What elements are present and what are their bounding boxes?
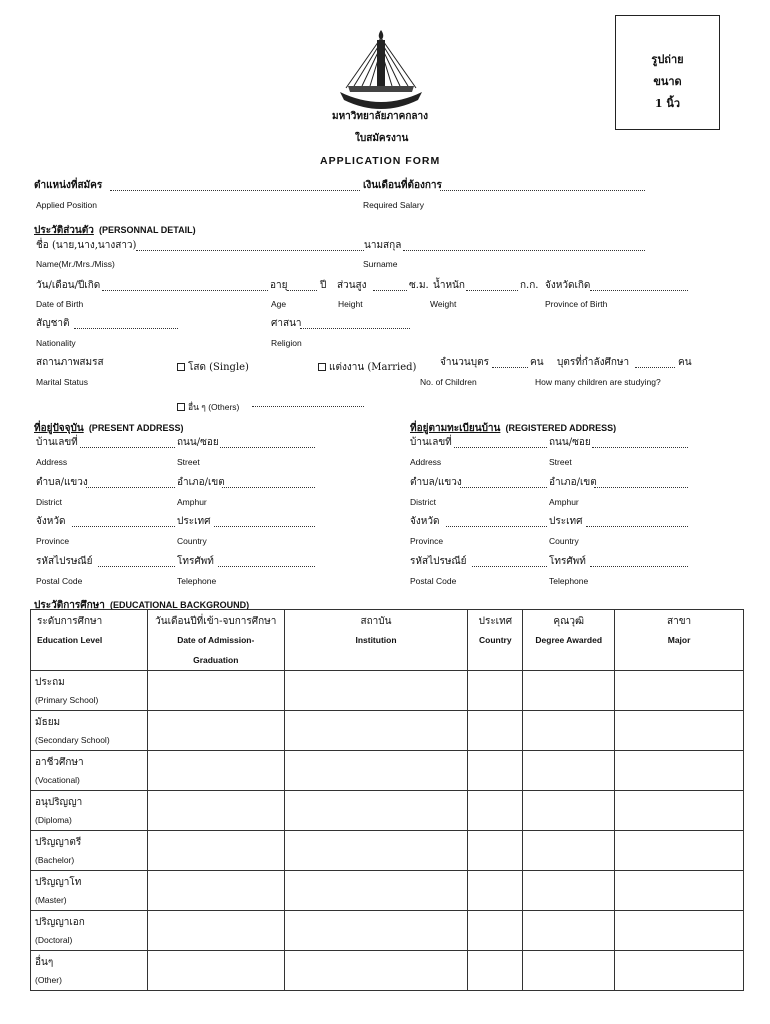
present-address-label-en: Address xyxy=(36,457,68,467)
registered-street-field[interactable] xyxy=(592,447,688,448)
religion-label-th: ศาสนา xyxy=(271,318,302,329)
single-checkbox[interactable] xyxy=(177,363,185,371)
header-major-en: Major xyxy=(667,635,691,645)
marital-status-label-en: Marital Status xyxy=(36,377,88,387)
level-bachelor-th: ปริญญาตรี xyxy=(35,837,82,848)
studying-children-field[interactable] xyxy=(635,367,675,368)
registered-house-no-field[interactable] xyxy=(454,447,547,448)
table-row xyxy=(31,871,744,911)
nationality-label-th: สัญชาติ xyxy=(36,318,70,329)
degree-cell[interactable] xyxy=(523,751,615,791)
registered-country-label-en: Country xyxy=(549,536,579,546)
country-cell[interactable] xyxy=(468,711,523,751)
date-cell[interactable] xyxy=(147,831,284,871)
major-cell[interactable] xyxy=(615,791,744,831)
level-master-en: (Master) xyxy=(35,895,67,905)
province-of-birth-field[interactable] xyxy=(590,290,688,291)
present-district-field[interactable] xyxy=(86,487,175,488)
registered-address-heading-th: ที่อยู่ตามทะเบียนบ้าน xyxy=(410,423,501,434)
present-country-label-en: Country xyxy=(177,536,207,546)
country-cell[interactable] xyxy=(468,871,523,911)
required-salary-label-th: เงินเดือนที่ต้องการ xyxy=(363,180,442,191)
applied-position-field[interactable] xyxy=(110,190,360,191)
religion-field[interactable] xyxy=(300,328,410,329)
education-heading-th: ประวัติการศึกษา xyxy=(34,600,105,611)
age-label-en: Age xyxy=(271,299,287,309)
header-education-level xyxy=(31,610,148,671)
children-label-th: จำนวนบุตร xyxy=(440,357,489,368)
form-title-thai: ใบสมัครงาน xyxy=(355,133,409,144)
present-address-heading-en: (PRESENT ADDRESS) xyxy=(88,423,184,433)
registered-address-heading-en: (REGISTERED ADDRESS) xyxy=(505,423,617,433)
header-date-of-admission xyxy=(147,610,284,671)
others-checkbox[interactable] xyxy=(177,403,185,411)
surname-label-en: Surname xyxy=(363,259,398,269)
dob-label-en: Date of Birth xyxy=(36,299,84,309)
registered-province-label-en: Province xyxy=(410,536,444,546)
applied-position-label-en: Applied Position xyxy=(36,200,97,210)
present-district-label-en: District xyxy=(36,497,62,507)
table-row xyxy=(31,911,744,951)
level-bachelor-en: (Bachelor) xyxy=(35,855,75,865)
university-name: มหาวิทยาลัยภาคกลาง xyxy=(332,111,429,122)
year-unit: ปี xyxy=(320,280,327,291)
others-label: อื่น ๆ (Others) xyxy=(188,402,240,412)
level-diploma-th: อนุปริญญา xyxy=(35,797,83,808)
institution-cell[interactable] xyxy=(284,711,468,751)
major-cell[interactable] xyxy=(615,951,744,991)
degree-cell[interactable] xyxy=(523,951,615,991)
institution-cell[interactable] xyxy=(284,911,468,951)
province-of-birth-label-en: Province of Birth xyxy=(545,299,608,309)
registered-district-label-th: ตำบล/แขวง xyxy=(410,477,462,488)
others-field[interactable] xyxy=(252,406,364,407)
degree-cell[interactable] xyxy=(523,831,615,871)
applied-position-label-th: ตำแหน่งที่สมัคร xyxy=(34,180,103,191)
present-postal-label-en: Postal Code xyxy=(36,576,83,586)
registered-address-label-en: Address xyxy=(410,457,442,467)
registered-province-label-th: จังหวัด xyxy=(410,516,440,527)
institution-cell[interactable] xyxy=(284,671,468,711)
country-cell[interactable] xyxy=(468,791,523,831)
level-doctoral-en: (Doctoral) xyxy=(35,935,73,945)
nationality-label-en: Nationality xyxy=(36,338,76,348)
date-cell[interactable] xyxy=(147,671,284,711)
personal-detail-heading xyxy=(34,218,196,238)
registered-postal-label-en: Postal Code xyxy=(410,576,457,586)
header-institution-en: Institution xyxy=(355,635,397,645)
present-address-heading-th: ที่อยู่ปัจจุบัน xyxy=(34,423,84,434)
level-cell-primary xyxy=(31,671,148,711)
present-phone-label-th: โทรศัพท์ xyxy=(177,556,214,567)
country-cell[interactable] xyxy=(468,671,523,711)
date-cell[interactable] xyxy=(147,711,284,751)
photo-label-line2: ขนาด xyxy=(653,75,682,88)
level-primary-en: (Primary School) xyxy=(35,695,99,705)
level-cell-master xyxy=(31,871,148,911)
present-amphur-field[interactable] xyxy=(222,487,315,488)
degree-cell[interactable] xyxy=(523,911,615,951)
education-table-header-row xyxy=(31,610,744,671)
studying-children-label-en: How many children are studying? xyxy=(535,377,661,387)
level-secondary-th: มัธยม xyxy=(35,717,61,728)
country-cell[interactable] xyxy=(468,831,523,871)
kg-unit: ก.ก. xyxy=(520,280,539,291)
present-amphur-label-en: Amphur xyxy=(177,497,207,507)
registered-address-heading xyxy=(410,416,616,436)
level-secondary-en: (Secondary School) xyxy=(35,735,110,745)
children-unit: คน xyxy=(530,357,544,368)
children-label-en: No. of Children xyxy=(420,377,477,387)
married-option[interactable] xyxy=(318,355,416,375)
institution-cell[interactable] xyxy=(284,751,468,791)
degree-cell[interactable] xyxy=(523,791,615,831)
header-major-th: สาขา xyxy=(667,616,692,627)
table-row xyxy=(31,671,744,711)
degree-cell[interactable] xyxy=(523,871,615,911)
registered-amphur-label-en: Amphur xyxy=(549,497,579,507)
level-cell-diploma xyxy=(31,791,148,831)
level-vocational-th: อาชีวศึกษา xyxy=(35,757,84,768)
surname-label-th: นามสกุล xyxy=(364,240,402,251)
header-date-en: Date of Admission- xyxy=(177,635,255,645)
level-diploma-en: (Diploma) xyxy=(35,815,72,825)
institution-cell[interactable] xyxy=(284,791,468,831)
level-primary-th: ประถม xyxy=(35,677,65,688)
level-cell-bachelor xyxy=(31,831,148,871)
present-street-label-th: ถนน/ซอย xyxy=(177,437,219,448)
present-province-label-en: Province xyxy=(36,536,70,546)
level-vocational-en: (Vocational) xyxy=(35,775,80,785)
single-label: โสด (Single) xyxy=(188,362,249,373)
weight-field[interactable] xyxy=(466,290,518,291)
major-cell[interactable] xyxy=(615,711,744,751)
present-postal-label-th: รหัสไปรษณีย์ xyxy=(36,556,93,567)
children-count-field[interactable] xyxy=(492,367,528,368)
studying-children-label-th: บุตรที่กำลังศึกษา xyxy=(557,357,630,368)
level-master-th: ปริญญาโท xyxy=(35,877,82,888)
height-label-en: Height xyxy=(338,299,363,309)
header-country xyxy=(468,610,523,671)
institution-cell[interactable] xyxy=(284,831,468,871)
registered-amphur-label-th: อำเภอ/เขต xyxy=(549,477,597,488)
present-country-label-th: ประเทศ xyxy=(177,516,211,527)
table-row xyxy=(31,751,744,791)
marital-status-label-th: สถานภาพสมรส xyxy=(36,357,104,368)
age-field[interactable] xyxy=(287,290,317,291)
name-field[interactable] xyxy=(136,250,364,251)
level-cell-secondary xyxy=(31,711,148,751)
level-cell-other xyxy=(31,951,148,991)
personal-detail-heading-en: (PERSONNAL DETAIL) xyxy=(98,225,196,235)
present-country-field[interactable] xyxy=(214,526,315,527)
header-country-th: ประเทศ xyxy=(478,616,513,627)
header-degree-awarded xyxy=(523,610,615,671)
level-other-th: อื่นๆ xyxy=(35,957,54,968)
header-degree-en: Degree Awarded xyxy=(535,635,603,645)
registered-phone-label-en: Telephone xyxy=(549,576,589,586)
table-row xyxy=(31,831,744,871)
table-row xyxy=(31,791,744,831)
level-cell-vocational xyxy=(31,751,148,791)
present-street-label-en: Street xyxy=(177,457,200,467)
registered-house-no-label-th: บ้านเลขที่ xyxy=(410,437,452,448)
date-cell[interactable] xyxy=(147,751,284,791)
photo-label-line3: 1 นิ้ว xyxy=(654,97,681,110)
form-title-english: APPLICATION FORM xyxy=(320,155,441,167)
registered-country-field[interactable] xyxy=(586,526,688,527)
province-of-birth-label-th: จังหวัดเกิด xyxy=(545,280,591,291)
present-province-label-th: จังหวัด xyxy=(36,516,66,527)
name-label-th: ชื่อ (นาย,นาง,นางสาว) xyxy=(36,240,137,251)
level-doctoral-th: ปริญญาเอก xyxy=(35,917,85,928)
country-cell[interactable] xyxy=(468,951,523,991)
age-label-th: อายุ xyxy=(270,280,288,291)
height-field[interactable] xyxy=(373,290,407,291)
degree-cell[interactable] xyxy=(523,671,615,711)
date-cell[interactable] xyxy=(147,951,284,991)
country-cell[interactable] xyxy=(468,751,523,791)
surname-field[interactable] xyxy=(403,250,645,251)
major-cell[interactable] xyxy=(615,911,744,951)
registered-phone-field[interactable] xyxy=(590,566,688,567)
present-house-no-label-th: บ้านเลขที่ xyxy=(36,437,78,448)
header-institution xyxy=(284,610,468,671)
others-option[interactable] xyxy=(177,395,239,414)
present-district-label-th: ตำบล/แขวง xyxy=(36,477,88,488)
registered-postal-field[interactable] xyxy=(472,566,547,567)
major-cell[interactable] xyxy=(615,671,744,711)
major-cell[interactable] xyxy=(615,871,744,911)
education-heading-en: (EDUCATIONAL BACKGROUND) xyxy=(109,600,250,610)
header-education-level-th: ระดับการศึกษา xyxy=(37,616,103,627)
cm-unit: ซ.ม. xyxy=(409,280,429,291)
table-row xyxy=(31,951,744,991)
present-address-heading xyxy=(34,416,184,436)
present-phone-label-en: Telephone xyxy=(177,576,217,586)
degree-cell[interactable] xyxy=(523,711,615,751)
present-phone-field[interactable] xyxy=(218,566,315,567)
registered-phone-label-th: โทรศัพท์ xyxy=(549,556,586,567)
date-cell[interactable] xyxy=(147,871,284,911)
present-house-no-field[interactable] xyxy=(80,447,175,448)
institution-cell[interactable] xyxy=(284,951,468,991)
level-cell-doctoral xyxy=(31,911,148,951)
major-cell[interactable] xyxy=(615,751,744,791)
present-province-field[interactable] xyxy=(72,526,175,527)
registered-district-label-en: District xyxy=(410,497,436,507)
photo-placeholder-box xyxy=(615,15,720,130)
major-cell[interactable] xyxy=(615,831,744,871)
country-cell[interactable] xyxy=(468,911,523,951)
photo-label-line1: รูปถ่าย xyxy=(651,53,684,66)
institution-cell[interactable] xyxy=(284,871,468,911)
header-country-en: Country xyxy=(479,635,512,645)
header-degree-th: คุณวุฒิ xyxy=(553,616,585,627)
weight-label-th: น้ำหนัก xyxy=(433,280,465,291)
registered-district-field[interactable] xyxy=(460,487,547,488)
personal-detail-heading-th: ประวัติส่วนตัว xyxy=(34,225,94,236)
date-cell[interactable] xyxy=(147,911,284,951)
registered-province-field[interactable] xyxy=(446,526,547,527)
dob-field[interactable] xyxy=(102,290,268,291)
name-label-en: Name(Mr./Mrs./Miss) xyxy=(36,259,115,269)
header-date-en-line2: Graduation xyxy=(193,655,239,665)
present-postal-field[interactable] xyxy=(98,566,175,567)
height-label-th: ส่วนสูง xyxy=(337,280,367,291)
university-logo xyxy=(326,28,436,116)
married-label: แต่งงาน (Married) xyxy=(329,362,417,373)
dob-label-th: วัน/เดือน/ปีเกิด xyxy=(36,280,101,291)
header-date-th: วันเดือนปีที่เข้า-จบการศึกษา xyxy=(155,616,277,627)
level-other-en: (Other) xyxy=(35,975,62,985)
header-major xyxy=(615,610,744,671)
header-institution-th: สถาบัน xyxy=(360,616,392,627)
present-amphur-label-th: อำเภอ/เขต xyxy=(177,477,225,488)
single-option[interactable] xyxy=(177,355,249,375)
registered-country-label-th: ประเทศ xyxy=(549,516,583,527)
registered-amphur-field[interactable] xyxy=(594,487,688,488)
table-row xyxy=(31,711,744,751)
required-salary-field[interactable] xyxy=(440,190,645,191)
registered-street-label-en: Street xyxy=(549,457,572,467)
religion-label-en: Religion xyxy=(271,338,302,348)
date-cell[interactable] xyxy=(147,791,284,831)
married-checkbox[interactable] xyxy=(318,363,326,371)
nationality-field[interactable] xyxy=(74,328,178,329)
required-salary-label-en: Required Salary xyxy=(363,200,424,210)
registered-postal-label-th: รหัสไปรษณีย์ xyxy=(410,556,467,567)
header-education-level-en: Education Level xyxy=(37,635,103,645)
studying-children-unit: คน xyxy=(678,357,692,368)
weight-label-en: Weight xyxy=(430,299,457,309)
education-table xyxy=(30,609,744,991)
present-street-field[interactable] xyxy=(220,447,315,448)
registered-street-label-th: ถนน/ซอย xyxy=(549,437,591,448)
